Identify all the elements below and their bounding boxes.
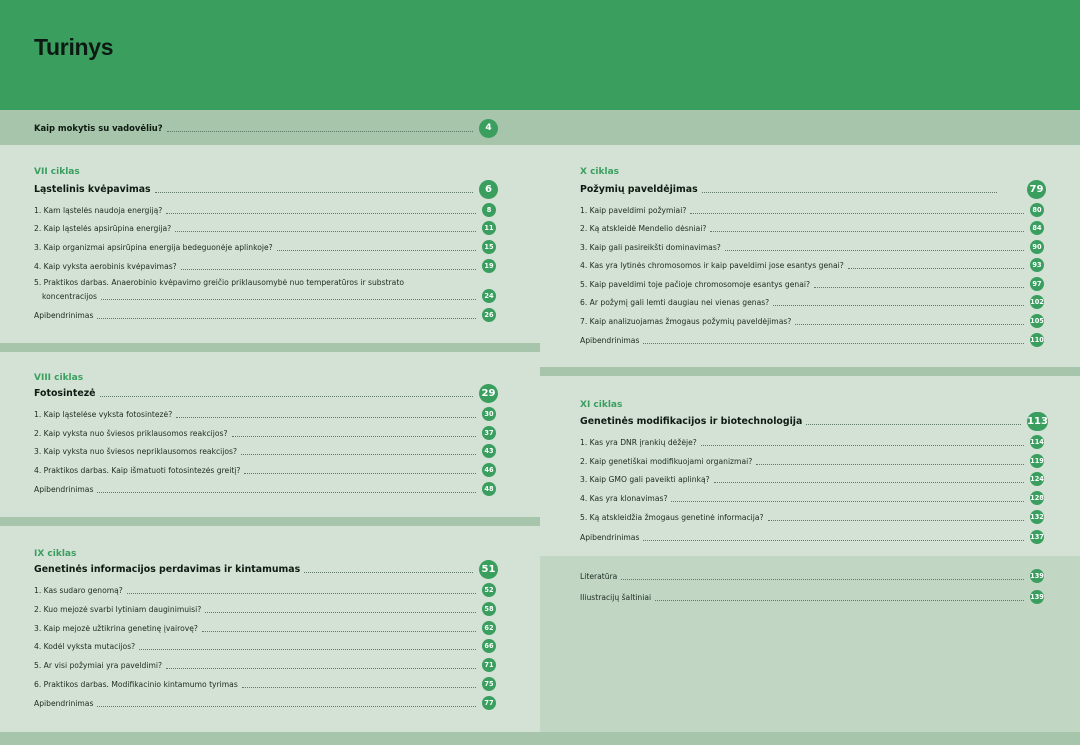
toc-entry[interactable]: 2. Kaip ląstelės apsirūpina energija? 11	[34, 220, 496, 236]
page-number-badge: 6	[479, 180, 498, 199]
toc-heading-label: Fotosintezė	[34, 387, 96, 399]
cycle-label-ix: IX ciklas	[34, 549, 77, 559]
page-number-badge: 15	[482, 240, 496, 254]
toc-entry[interactable]: 7. Kaip analizuojamas žmogaus požymių paveldėjimas? 105	[580, 313, 1044, 329]
toc-entry[interactable]: 4. Kas yra klonavimas? 128	[580, 490, 1044, 506]
page-number-badge: 66	[482, 639, 496, 653]
toc-entry[interactable]: 5. Ką atskleidžia žmogaus genetinė informacija? 132	[580, 509, 1044, 525]
page-number-badge: 84	[1030, 221, 1044, 235]
page-number-badge: 29	[479, 384, 498, 403]
toc-entry-literature[interactable]: Literatūra 139	[580, 568, 1044, 584]
cycle-label-vii: VII ciklas	[34, 167, 80, 177]
cycle-label-xi: XI ciklas	[580, 400, 623, 410]
page-number-badge: 93	[1030, 258, 1044, 272]
toc-heading-viii[interactable]	[34, 383, 498, 403]
page-number-badge: 105	[1030, 314, 1044, 328]
page-number-badge: 128	[1030, 491, 1044, 505]
toc-entry[interactable]: 1. Kas yra DNR įrankių dėžėje? 114	[580, 434, 1044, 450]
page-number-badge: 77	[482, 696, 496, 710]
toc-entry[interactable]: 6. Praktikos darbas. Modifikacinio kintamumo tyrimas 75	[34, 676, 496, 692]
page-number-badge: 139	[1030, 569, 1044, 583]
toc-entry[interactable]: 1. Kaip paveldimi požymiai? 80	[580, 202, 1044, 218]
page-title: Turinys	[34, 34, 114, 60]
toc-entry[interactable]: 2. Ką atskleidė Mendelio dėsniai? 84	[580, 220, 1044, 236]
page-number-badge: 37	[482, 426, 496, 440]
toc-entry-label[interactable]: 5. Praktikos darbas. Anaerobinio kvėpavimo greičio priklausomybė nuo temperatūros ir substrato	[34, 278, 404, 287]
page-number-badge: 114	[1030, 435, 1044, 449]
page-number-badge: 97	[1030, 277, 1044, 291]
page-number-badge: 124	[1030, 472, 1044, 486]
toc-heading-label: Genetinės modifikacijos ir biotechnologija	[580, 415, 803, 427]
toc-entry[interactable]: 4. Kaip vyksta aerobinis kvėpavimas? 19	[34, 258, 496, 274]
toc-entry[interactable]: Apibendrinimas 110	[580, 332, 1044, 348]
page-number-badge: 132	[1030, 510, 1044, 524]
page-number-badge: 51	[479, 560, 498, 579]
page-number-badge: 80	[1030, 203, 1044, 217]
toc-entry[interactable]: 3. Kaip vyksta nuo šviesos nepriklausomos reakcijos? 43	[34, 443, 496, 459]
page-number-badge: 62	[482, 621, 496, 635]
page-number-badge: 110	[1030, 333, 1044, 347]
toc-heading-vii[interactable]	[34, 179, 498, 199]
toc-entry[interactable]: 3. Kaip mejozė užtikrina genetinę įvairovę? 62	[34, 620, 496, 636]
toc-entry[interactable]: 4. Kodėl vyksta mutacijos? 66	[34, 638, 496, 654]
toc-heading-label: Genetinės informacijos perdavimas ir kintamumas	[34, 563, 301, 575]
page-number-badge: 24	[482, 289, 496, 303]
toc-entry[interactable]: 2. Kuo mejozė svarbi lytiniam dauginimuisi? 58	[34, 601, 496, 617]
toc-heading-label: Ląstelinis kvėpavimas	[34, 183, 151, 195]
toc-entry[interactable]: Apibendrinimas 48	[34, 481, 496, 497]
page-number-badge: 26	[482, 308, 496, 322]
page-number-badge: 79	[1027, 180, 1046, 199]
page-number-badge: 8	[482, 203, 496, 217]
cycle-label-x: X ciklas	[580, 167, 619, 177]
page-number-badge: 102	[1030, 295, 1044, 309]
toc-entry[interactable]: 3. Kaip organizmai apsirūpina energija bedeguonėje aplinkoje? 15	[34, 239, 496, 255]
toc-entry[interactable]: 4. Praktikos darbas. Kaip išmatuoti fotosintezės greitį? 46	[34, 462, 496, 478]
page-number-badge: 139	[1030, 590, 1044, 604]
toc-entry[interactable]: 3. Kaip GMO gali paveikti aplinką? 124	[580, 471, 1044, 487]
toc-entry[interactable]: Apibendrinimas 26	[34, 307, 496, 323]
page-number-badge: 119	[1030, 454, 1044, 468]
toc-entry[interactable]: 1. Kaip ląstelėse vyksta fotosintezė? 30	[34, 406, 496, 422]
page-number-badge: 58	[482, 602, 496, 616]
toc-heading-ix[interactable]	[34, 559, 498, 579]
toc-entry[interactable]: 3. Kaip gali pasireikšti dominavimas? 90	[580, 239, 1044, 255]
toc-heading-xi[interactable]	[580, 411, 1048, 431]
toc-entry[interactable]: Apibendrinimas 137	[580, 529, 1044, 545]
toc-entry[interactable]: 4. Kas yra lytinės chromosomos ir kaip paveldimi jose esantys genai? 93	[580, 257, 1044, 273]
toc-entry[interactable]: 1. Kam ląstelės naudoja energiją? 8	[34, 202, 496, 218]
page-number-badge: 113	[1027, 412, 1048, 431]
page-number-badge: 52	[482, 583, 496, 597]
toc-entry[interactable]: koncentracijos 24	[42, 288, 496, 304]
toc-entry-label: Kaip mokytis su vadovėliu?	[34, 123, 163, 133]
toc-entry[interactable]: 2. Kaip vyksta nuo šviesos priklausomos reakcijos? 37	[34, 425, 496, 441]
page-number-badge: 46	[482, 463, 496, 477]
page-number-badge: 90	[1030, 240, 1044, 254]
page-number-badge: 48	[482, 482, 496, 496]
page-number-badge: 71	[482, 658, 496, 672]
toc-heading-x[interactable]	[580, 179, 1046, 199]
toc-entry[interactable]: 5. Kaip paveldimi toje pačioje chromosomoje esantys genai? 97	[580, 276, 1044, 292]
toc-entry[interactable]: 5. Ar visi požymiai yra paveldimi? 71	[34, 657, 496, 673]
toc-entry[interactable]: Apibendrinimas 77	[34, 695, 496, 711]
page-number-badge: 4	[479, 119, 498, 138]
toc-entry[interactable]: 2. Kaip genetiškai modifikuojami organizmai? 119	[580, 453, 1044, 469]
toc-heading-label: Požymių paveldėjimas	[580, 183, 698, 195]
header-banner	[0, 0, 1080, 110]
page-number-badge: 11	[482, 221, 496, 235]
cycle-label-viii: VIII ciklas	[34, 373, 84, 383]
toc-entry-intro[interactable]	[34, 118, 498, 138]
page-number-badge: 30	[482, 407, 496, 421]
toc-entry[interactable]: 1. Kas sudaro genomą? 52	[34, 582, 496, 598]
page-number-badge: 19	[482, 259, 496, 273]
page-number-badge: 43	[482, 444, 496, 458]
toc-entry-illustration-sources[interactable]: Iliustracijų šaltiniai 139	[580, 589, 1044, 605]
page-number-badge: 137	[1030, 530, 1044, 544]
toc-entry[interactable]: 6. Ar požymį gali lemti daugiau nei vienas genas? 102	[580, 294, 1044, 310]
page-number-badge: 75	[482, 677, 496, 691]
